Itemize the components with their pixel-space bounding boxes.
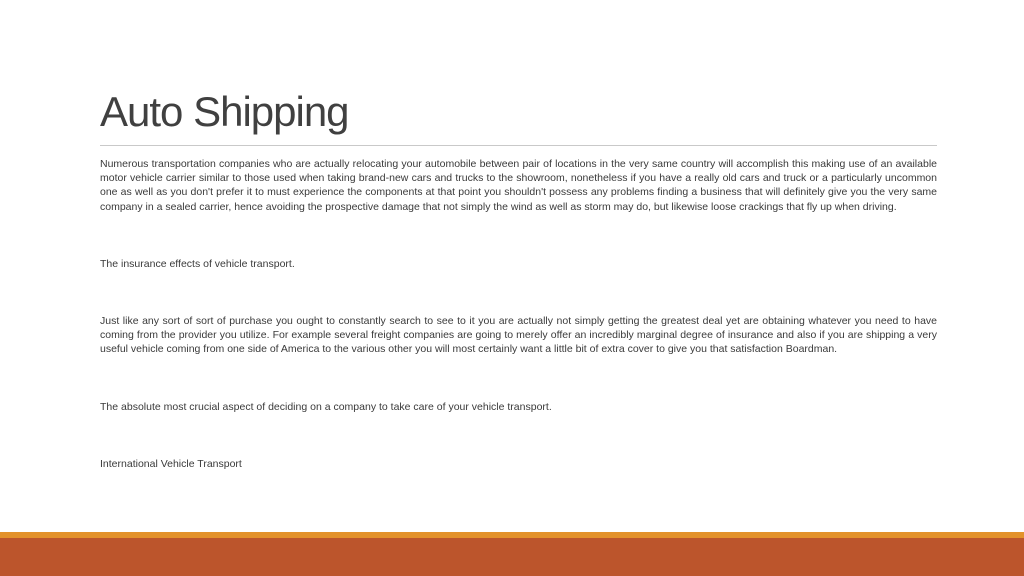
paragraph-crucial-aspect: The absolute most crucial aspect of deciding on a company to take care of your vehicle transport. (100, 400, 552, 413)
paragraph-insurance-heading: The insurance effects of vehicle transport. (100, 257, 295, 270)
slide-title: Auto Shipping (100, 88, 349, 135)
paragraph-international-transport: International Vehicle Transport (100, 457, 242, 470)
title-divider (100, 145, 937, 146)
paragraph-intro: Numerous transportation companies who are actually relocating your automobile between pair of locations in the very same country will accomplish this making use of an available motor vehicle carrier similar to those used when taking brand-new cars and trucks to the showroom, nonetheless if you have a really old cars and truck or a particularly uncommon one as well as you don't prefer it to must experience the components at that point you shouldn't possess any problems finding a business that will definitely give you the very same company in a sealed carrier, hence avoiding the prospective damage that not simply the wind as well as storm may do, but likewise loose crackings that fly up when driving. (100, 158, 937, 213)
paragraph-purchase-advice: Just like any sort of sort of purchase you ought to constantly search to see to it you are actually not simply getting the greatest deal yet are obtaining whatever you need to have coming from the provider you utilize. For example several freight companies are going to merely offer an incredibly marginal degree of insurance and also if you are shipping a very useful vehicle coming from one side of America to the various other you will most certainly want a little bit of extra cover to give you that satisfaction Boardman. (100, 315, 937, 356)
slide-body (100, 157, 937, 471)
footer-band (0, 538, 1024, 576)
